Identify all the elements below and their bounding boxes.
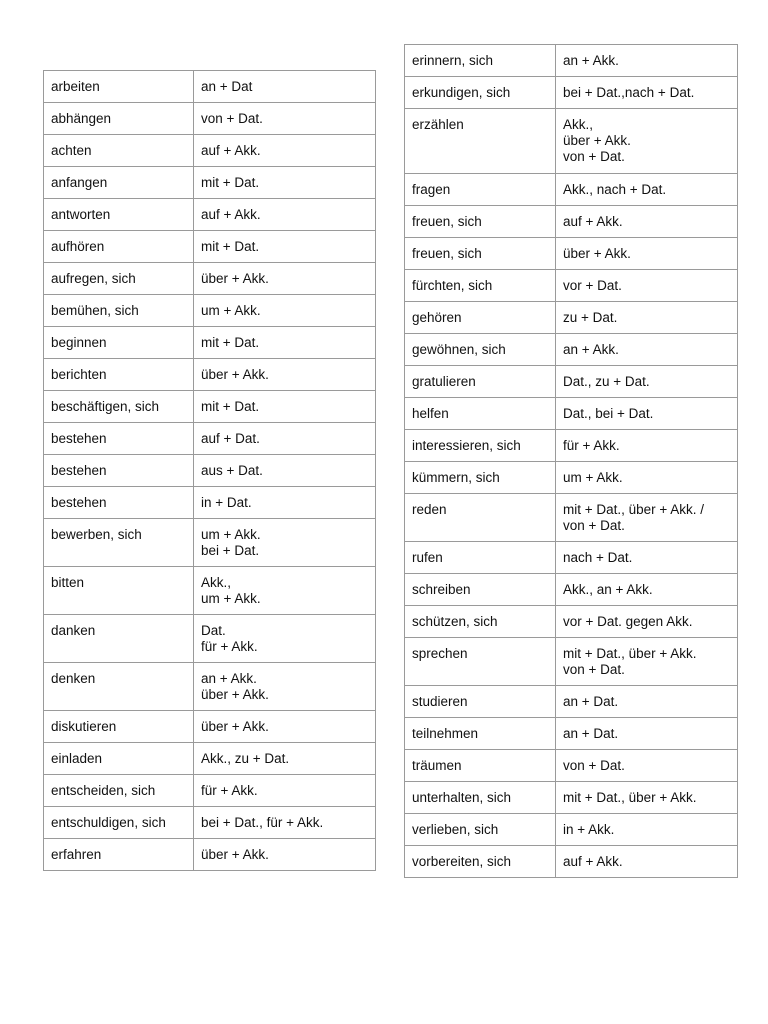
table-row <box>405 846 738 878</box>
table-row <box>405 638 738 686</box>
table-row <box>405 782 738 814</box>
verb-cell: träumen <box>405 750 556 782</box>
preposition-cell: über + Akk. <box>194 839 376 871</box>
table-row <box>405 366 738 398</box>
preposition-cell: auf + Akk. <box>556 206 738 238</box>
preposition-cell: von + Dat. <box>194 103 376 135</box>
verb-cell: beginnen <box>44 327 194 359</box>
verb-cell: sprechen <box>405 638 556 686</box>
preposition-cell: vor + Dat. gegen Akk. <box>556 606 738 638</box>
preposition-cell: über + Akk. <box>194 263 376 295</box>
verb-cell: studieren <box>405 686 556 718</box>
verb-cell: bewerben, sich <box>44 519 194 567</box>
table-row <box>405 606 738 638</box>
verb-cell: bestehen <box>44 423 194 455</box>
preposition-cell: bei + Dat., für + Akk. <box>194 807 376 839</box>
preposition-cell: zu + Dat. <box>556 302 738 334</box>
table-row <box>405 542 738 574</box>
table-row <box>44 423 376 455</box>
verb-cell: kümmern, sich <box>405 462 556 494</box>
table-row <box>405 334 738 366</box>
verb-cell: gehören <box>405 302 556 334</box>
preposition-cell: Akk., an + Akk. <box>556 574 738 606</box>
table-row <box>44 455 376 487</box>
verb-cell: berichten <box>44 359 194 391</box>
preposition-cell: mit + Dat., über + Akk. <box>556 782 738 814</box>
preposition-cell: für + Akk. <box>194 775 376 807</box>
preposition-cell: bei + Dat.,nach + Dat. <box>556 77 738 109</box>
verb-cell: interessieren, sich <box>405 430 556 462</box>
preposition-cell: für + Akk. <box>556 430 738 462</box>
verb-cell: bestehen <box>44 455 194 487</box>
verb-cell: verlieben, sich <box>405 814 556 846</box>
preposition-cell: mit + Dat., über + Akk. von + Dat. <box>556 638 738 686</box>
table-row <box>44 615 376 663</box>
preposition-cell: an + Dat. <box>556 686 738 718</box>
table-row <box>44 663 376 711</box>
preposition-cell: Akk., um + Akk. <box>194 567 376 615</box>
preposition-cell: auf + Akk. <box>194 199 376 231</box>
preposition-cell: Dat., zu + Dat. <box>556 366 738 398</box>
verb-table-right <box>404 44 738 878</box>
preposition-cell: mit + Dat., über + Akk. / von + Dat. <box>556 494 738 542</box>
preposition-cell: auf + Dat. <box>194 423 376 455</box>
verb-cell: achten <box>44 135 194 167</box>
verb-cell: teilnehmen <box>405 718 556 750</box>
table-row <box>44 359 376 391</box>
table-row <box>405 302 738 334</box>
verb-cell: schreiben <box>405 574 556 606</box>
table-row <box>44 103 376 135</box>
table-row <box>44 231 376 263</box>
table-row <box>405 574 738 606</box>
verb-table-left <box>43 70 376 871</box>
verb-cell: fürchten, sich <box>405 270 556 302</box>
table-row <box>44 807 376 839</box>
verb-cell: gewöhnen, sich <box>405 334 556 366</box>
preposition-cell: an + Akk. über + Akk. <box>194 663 376 711</box>
table-row <box>44 839 376 871</box>
table-row <box>405 814 738 846</box>
verb-cell: arbeiten <box>44 71 194 103</box>
verb-cell: einladen <box>44 743 194 775</box>
table-row <box>405 398 738 430</box>
verb-cell: freuen, sich <box>405 238 556 270</box>
preposition-cell: aus + Dat. <box>194 455 376 487</box>
verb-cell: aufregen, sich <box>44 263 194 295</box>
table-row <box>44 167 376 199</box>
table-row <box>44 327 376 359</box>
verb-cell: helfen <box>405 398 556 430</box>
verb-cell: fragen <box>405 174 556 206</box>
preposition-cell: um + Akk. <box>194 295 376 327</box>
table-row <box>44 391 376 423</box>
table-row <box>44 743 376 775</box>
verb-cell: bestehen <box>44 487 194 519</box>
verb-cell: anfangen <box>44 167 194 199</box>
verb-cell: schützen, sich <box>405 606 556 638</box>
verb-cell: unterhalten, sich <box>405 782 556 814</box>
table-row <box>405 206 738 238</box>
table-row <box>405 686 738 718</box>
verb-cell: gratulieren <box>405 366 556 398</box>
table-row <box>405 750 738 782</box>
preposition-cell: mit + Dat. <box>194 327 376 359</box>
table-row <box>405 270 738 302</box>
table-row <box>44 487 376 519</box>
preposition-cell: in + Dat. <box>194 487 376 519</box>
verb-cell: beschäftigen, sich <box>44 391 194 423</box>
verb-cell: freuen, sich <box>405 206 556 238</box>
preposition-cell: Akk., zu + Dat. <box>194 743 376 775</box>
preposition-cell: nach + Dat. <box>556 542 738 574</box>
table-row <box>44 711 376 743</box>
verb-cell: aufhören <box>44 231 194 263</box>
verb-cell: erkundigen, sich <box>405 77 556 109</box>
table-row <box>405 77 738 109</box>
table-row <box>405 174 738 206</box>
table-row <box>44 775 376 807</box>
preposition-cell: um + Akk. bei + Dat. <box>194 519 376 567</box>
preposition-cell: an + Akk. <box>556 45 738 77</box>
verb-cell: bemühen, sich <box>44 295 194 327</box>
preposition-cell: über + Akk. <box>194 711 376 743</box>
preposition-cell: an + Dat <box>194 71 376 103</box>
preposition-cell: Akk., über + Akk. von + Dat. <box>556 109 738 174</box>
preposition-cell: mit + Dat. <box>194 167 376 199</box>
preposition-cell: um + Akk. <box>556 462 738 494</box>
preposition-cell: mit + Dat. <box>194 391 376 423</box>
verb-cell: erfahren <box>44 839 194 871</box>
table-row <box>44 567 376 615</box>
verb-cell: rufen <box>405 542 556 574</box>
verb-cell: antworten <box>44 199 194 231</box>
table-row <box>405 45 738 77</box>
verb-cell: entschuldigen, sich <box>44 807 194 839</box>
preposition-cell: von + Dat. <box>556 750 738 782</box>
preposition-cell: an + Akk. <box>556 334 738 366</box>
preposition-cell: vor + Dat. <box>556 270 738 302</box>
preposition-cell: über + Akk. <box>194 359 376 391</box>
preposition-cell: Dat. für + Akk. <box>194 615 376 663</box>
table-row <box>405 494 738 542</box>
verb-cell: abhängen <box>44 103 194 135</box>
table-row <box>44 199 376 231</box>
preposition-cell: auf + Akk. <box>556 846 738 878</box>
table-row <box>405 430 738 462</box>
table-row <box>44 519 376 567</box>
table-row <box>44 295 376 327</box>
verb-cell: diskutieren <box>44 711 194 743</box>
table-row <box>44 263 376 295</box>
verb-cell: danken <box>44 615 194 663</box>
table-row <box>44 71 376 103</box>
preposition-cell: mit + Dat. <box>194 231 376 263</box>
preposition-cell: Dat., bei + Dat. <box>556 398 738 430</box>
table-row <box>44 135 376 167</box>
verb-cell: erzählen <box>405 109 556 174</box>
preposition-cell: Akk., nach + Dat. <box>556 174 738 206</box>
verb-cell: reden <box>405 494 556 542</box>
table-row <box>405 462 738 494</box>
verb-cell: bitten <box>44 567 194 615</box>
table-row <box>405 109 738 174</box>
preposition-cell: über + Akk. <box>556 238 738 270</box>
preposition-cell: auf + Akk. <box>194 135 376 167</box>
verb-cell: denken <box>44 663 194 711</box>
verb-cell: vorbereiten, sich <box>405 846 556 878</box>
table-row <box>405 718 738 750</box>
verb-cell: entscheiden, sich <box>44 775 194 807</box>
table-row <box>405 238 738 270</box>
verb-cell: erinnern, sich <box>405 45 556 77</box>
preposition-cell: an + Dat. <box>556 718 738 750</box>
preposition-cell: in + Akk. <box>556 814 738 846</box>
